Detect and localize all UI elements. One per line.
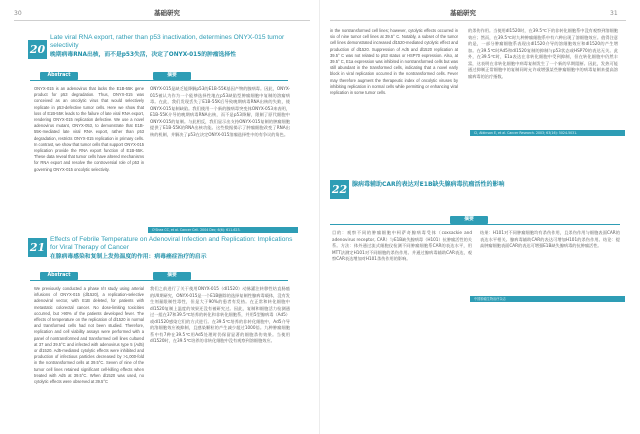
summary-tab: 摘要 (153, 272, 191, 280)
abstract-text: ONYX-015 is an adenovirus that lacks the E1B-55K gene product for p53 degradation. Thus, ONYX-015 was conceived as an oncolytic virus that would selectively replicate in p53-defective tumor cells. Here we show that loss of E1B-55K leads to the failure of late viral RNA export, rendering ONYX-015 replication defective. We use a novel adenovirus mutant, ONYX-053, to demonstrate that E1B-55K-mediated late viral RNA export, rather than p53 degradation, restricts ONYX-015 replication in primary cells. In contrast, we show that tumor cells that support ONYX-015 replication provide the RNA export function of E1B-55K. These data reveal that tumor cells have altered mechanisms for RNA export and resolve the controversial role of p53 in governing ONYX-015 oncolytic selectivity. (34, 86, 144, 172)
summary-tab-rule (148, 80, 288, 81)
right-page (320, 0, 640, 434)
header-rule (14, 20, 310, 21)
article-number-badge: 22 (330, 180, 349, 199)
summary-tab-rule (148, 280, 288, 281)
section-title: 基础研究 (154, 9, 180, 17)
summary-text-left: 目的：观察不同的肿瘤细胞中柯萨奇腺病毒受体（coxsackie and adenovirus receptor, CAR）与E1B缺失腺病毒（H101）抗肿瘤活性的关系。方法：体外通过流式细胞仪检测不同肿瘤细胞系CAR的表达水平，用MTT法测定H101对不同细胞的杀伤作用。并通过腺病毒辅助CAR表达，观察CAR表达增加对H101杀伤作用的影响。 (332, 230, 472, 261)
article-number-badge: 21 (28, 238, 47, 257)
article-en-title: Late viral RNA export, rather than p53 inactivation, determines ONYX-015 tumor selectivity (50, 34, 285, 50)
article-cn-title: 晚期病毒RNA出核，而不是p53失活，决定了ONYX-015的肿瘤选择性 (50, 52, 237, 58)
summary-text-right: 结果：H101对不同肿瘤细胞均有杀伤作用，且杀伤作用与细胞表面CAR的表达水平相关。腺病毒辅助CAR的表达可增加H101的杀伤作用。结论：提高肿瘤细胞表面CAR的表达可增强E1B缺失腺病毒的抗肿瘤活性。 (480, 230, 620, 248)
continued-summary-text: 的杀伤作用。当使用dl1520时，在39.5℃下的非转化细胞系中没有观察到溶细胞效应；然而，在39.5℃时九种肿瘤细胞系中有六种出现了溶细胞效应。值得注意的是，一部分肿瘤细胞系表现出dl1520介导的溶细胞效应和dl1520的产生增加。在39.5℃时Ad5和dl1520复制的抑制与p53状态或HSP70的表达无关。此外，在39.5℃时，E1a表达在非转化细胞中受到抑制，但在转化细胞中仍然丰富，这表明在非转化细胞中病毒复制发生了一个新的早期阻断。因此，发热可能通过抑制正常细胞中的复制同时允许或增强某些肿瘤细胞中的病毒复制来提高溶瘤病毒的治疗指数。 (468, 28, 618, 79)
abstract-tab: Abstract (40, 72, 78, 80)
summary-text: ONYX-015是缺乏能降解p53的E1B-55K基因产物的腺病毒。因此，ONYX-015被认为作为一个能够选择性地在p53缺陷型肿瘤细胞中复制的溶瘤病毒。在此，我们发现丢失了E1B-55K后导致晚期病毒RNA出核的失败，使ONYX-015复制缺陷。我们使用一个新的腺病毒突变体ONYX-053来表明，E1B-55K介导的晚期病毒RNA出核，而不是p53降解，限制了原代细胞中ONYX-015的复制。与此相反，我们显示出支持ONYX-015复制的肿瘤细胞提供了E1B-55K的RNA出核功能。这些数据揭示了肿瘤细胞改变了RNA出核的机制，并解决了p53在决定ONYX-015溶瘤选择性中的有争议的角色。 (150, 86, 290, 137)
summary-text: 我们之前进行了关于使用ONYX-015（dl1520）动脉灌注转移性结直肠癌的I/II期研究，ONYX-015是一个E1B删除的选择复制性腺病毒载体，没有发生剂量限制性毒性，但是大于90%的患者有发热。在正常和转化细胞中dl1520复制上温度的效果还没有被研究过。因此，复制和细胞活力检测通过一组在37和39.5℃培养的转化和非转化细胞系，并用5型腺病毒（Ad5）或dl1520感染它们的方式进行。在39.5℃培养的非转化细胞中，Ad5介导的溶细胞效应被抑制，且感染颗粒的产生减少超过1000倍。九种肿瘤细胞系中有7种在39.5℃用Ad5处理时仍保留显著的细胞杀伤效果。当使用dl1520时，在39.5℃培养的非转化细胞中没有观察到溶细胞效应。 (150, 286, 290, 343)
summary-tab: 摘要 (450, 216, 488, 224)
page-number: 30 (14, 10, 22, 17)
abstract-tab-rule (30, 280, 150, 281)
citation-bar: 中国肿瘤生物治疗杂志 (470, 296, 625, 302)
abstract-text: We previously conducted a phase I/II study using arterial infusions of ONYX-015 (dl1520), a replication-selective adenoviral vector, with E1B deleted, for patients with metastatic colorectal cancer. No dose-limiting toxicities occurred, but >90% of the patients developed fever. The effects of temperature on the replication of dl1520 in normal and transformed cells had not been studied. Therefore, replication and cell viability assays were performed with a panel of nontransformed and transformed cell lines cultured at 37 and 39.5°C and infected with adenovirus type 5 (Ad5) or dl1520. Ad5-mediated cytolytic effects were inhibited and production of infectious particles decreased by >1,000-fold in the nontransformed cells at 39.5°C. Seven of nine of the tumor cell lines retained significant cell-killing effects when treated with Ad5 at 39.5°C. When dl1520 was used, no cytolytic effects were observed at 39.5°C (34, 286, 144, 385)
page-number: 31 (610, 10, 618, 17)
article-cn-title: 在腺病毒感染和复制上发热温度的作用：病毒癌症治疗的启示 (50, 254, 207, 260)
article-cn-title: 腺病毒辅助CAR的表达对E1B缺失腺病毒抗瘤活性的影响 (352, 181, 505, 188)
abstract-tab: Abstract (40, 272, 78, 280)
citation-bar: O'Shea CC, et al. Cancer Cell. 2004 Dec; 6(6): 611-623. (148, 227, 298, 233)
summary-tab-rule (330, 224, 620, 225)
citation-bar: CI, Atkinson E, et al. Cancer Research. 2003; 63(16): 5024-5031. (470, 130, 625, 136)
article-number-badge: 20 (28, 40, 47, 59)
section-title: 基础研究 (450, 9, 476, 17)
header-rule (330, 20, 626, 21)
article-en-title: Effects of Febrile Temperature on Adenoviral Infection and Replication: Implications for Viral Therapy of Cancer (50, 236, 293, 252)
abstract-tab-rule (30, 80, 150, 81)
summary-tab: 摘要 (153, 72, 191, 80)
continued-abstract-text: in the nontransformed cell lines; however, cytolytic effects occurred in six of nine tumor cell lines at 39.5° C. Notably, a subset of the tumor cell lines demonstrated increased dl1520-mediated cytolytic effect and production of dl1520. Suppression of Ad5 and dl1520 replication at 39.5° C was not related to p53 status or HSP70 expression. Also, at 39.5° C, E1a expression was inhibited in nontransformed cells but was still abundant in the transformed cells, indicating that a novel early block in viral replication occurred in the nontransformed cells. Fever may therefore augment the therapeutic index of oncolytic viruses by inhibiting replication in normal cells while permitting or enhancing viral replication in some tumor cells. (330, 28, 458, 96)
